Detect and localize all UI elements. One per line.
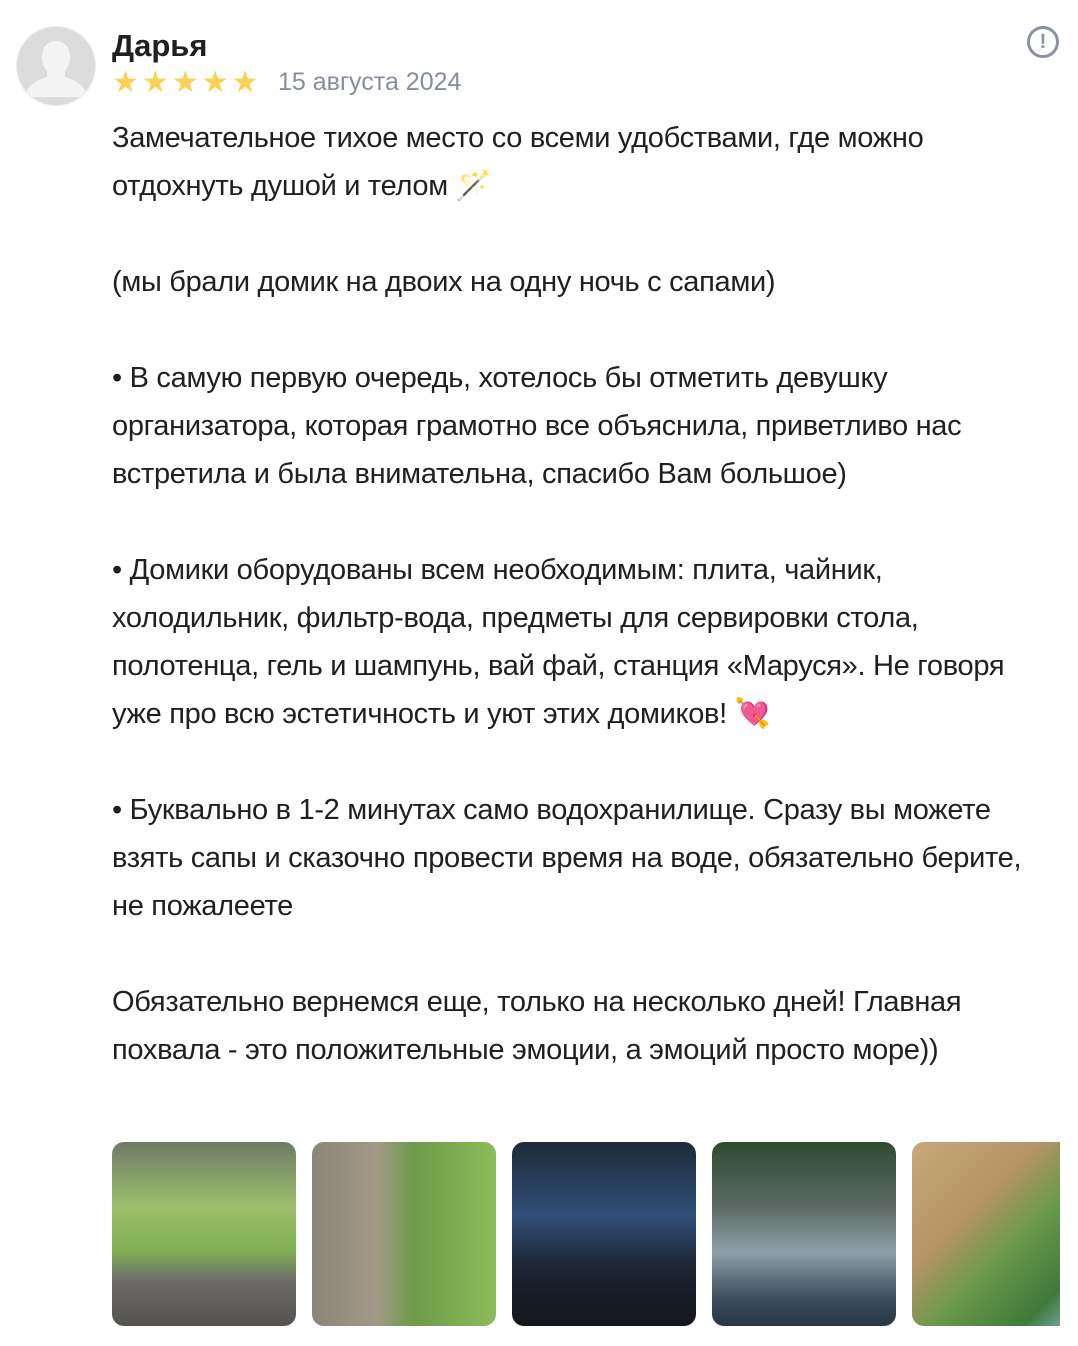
review-date: 15 августа 2024 — [278, 68, 462, 96]
rating-stars — [112, 68, 259, 98]
avatar[interactable] — [16, 26, 96, 106]
review-paragraph: • В самую первую очередь, хотелось бы отметить девушку организатора, которая грамотно все объяснила, приветливо нас встретила и была внимательна, спасибо Вам большое) — [112, 362, 962, 490]
star-icon: ★ — [141, 66, 169, 99]
author-name[interactable]: Дарья — [112, 28, 208, 63]
review-paragraph: • Домики оборудованы всем необходимым: плита, чайник, холодильник, фильтр-вода, предметы для сервировки стола, полотенца, гель и шампунь, вай фай, станция «Маруся». Не говоря уже про всю эстетичность и уют этих домиков! 💘 — [112, 554, 1005, 730]
review-paragraph: Замечательное тихое место со всеми удобствами, где можно отдохнуть душой и телом 🪄 — [112, 122, 924, 202]
star-icon: ★ — [112, 66, 139, 99]
photo-thumbnail[interactable] — [712, 1142, 896, 1326]
report-button[interactable] — [1027, 26, 1059, 58]
photo-gallery[interactable] — [112, 1142, 1060, 1326]
review-paragraph: • Буквально в 1-2 минутах само водохранилище. Сразу вы можете взять сапы и сказочно провести время на воде, обязательно берите, не пожалеете — [112, 794, 1022, 922]
user-silhouette-icon — [17, 27, 95, 105]
star-icon: ★ — [201, 66, 229, 99]
review-text — [112, 114, 1042, 1074]
photo-thumbnail[interactable] — [912, 1142, 1060, 1326]
review-paragraph: (мы брали домик на двоих на одну ночь с сапами) — [112, 266, 776, 298]
star-icon: ★ — [231, 66, 259, 99]
photo-thumbnail[interactable] — [512, 1142, 696, 1326]
exclamation-circle-icon: ! — [1039, 31, 1047, 53]
star-icon: ★ — [171, 66, 199, 99]
photo-thumbnail[interactable] — [312, 1142, 496, 1326]
photo-thumbnail[interactable] — [112, 1142, 296, 1326]
review-paragraph: Обязательно вернемся еще, только на несколько дней! Главная похвала - это положительные эмоции, а эмоций просто море)) — [112, 986, 962, 1066]
